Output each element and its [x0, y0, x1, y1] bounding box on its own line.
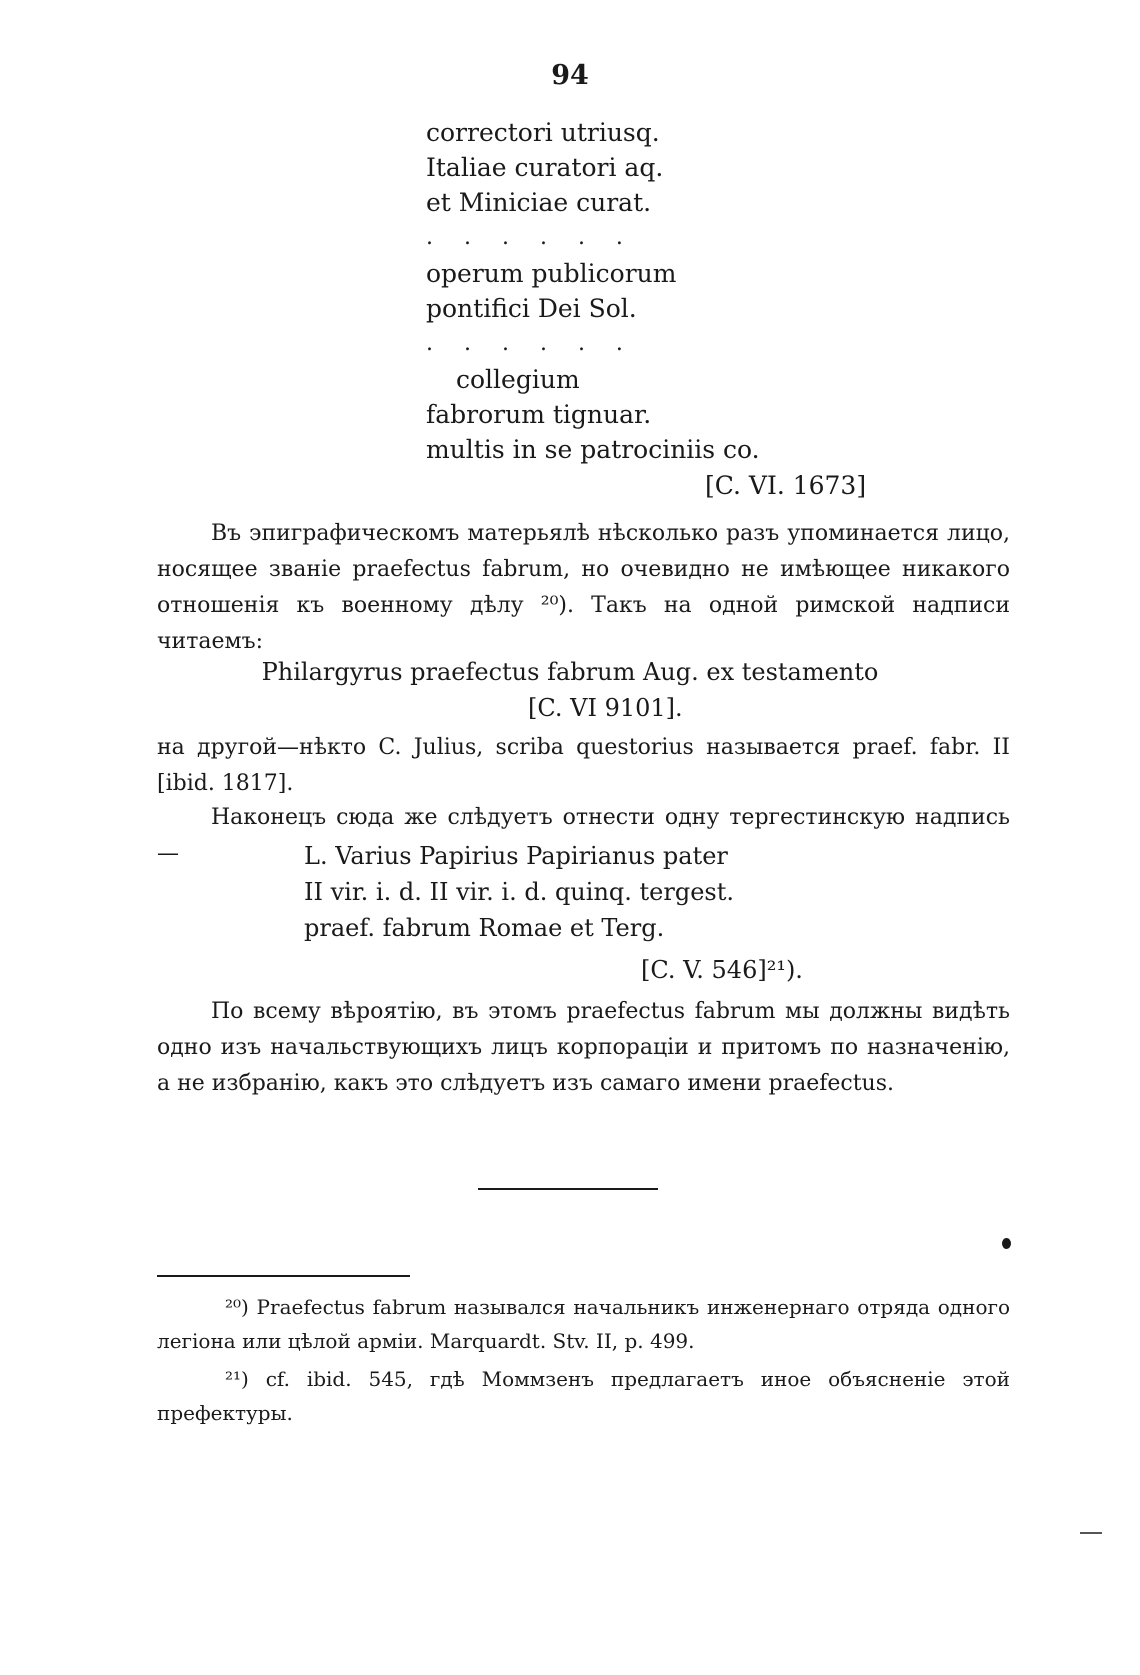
footnote-mark: ²¹) — [225, 1367, 249, 1391]
section-divider — [478, 1188, 658, 1190]
inscription-line: et Miniciae curat. — [426, 188, 652, 217]
paragraph-2: на другой—нѣкто C. Julius, scriba questorius называется praef. fabr. II [ibid. 1817]. — [157, 735, 1010, 796]
inscription-line: correctori utriusq. — [426, 118, 660, 147]
inscription-citation: [C. V. 546]²¹). — [641, 956, 803, 984]
quote-1-citation: [C. VI 9101]. — [528, 694, 683, 722]
inscription-line: praef. fabrum Romae et Terg. — [304, 914, 665, 942]
scan-speck — [1080, 1532, 1102, 1534]
footnote-rule — [157, 1275, 410, 1277]
footnote-21 — [157, 1362, 1010, 1430]
inscription-line: collegium — [456, 365, 580, 394]
inscription-line: pontifici Dei Sol. — [426, 294, 637, 323]
paragraph-4: По всему вѣроятію, въ этомъ praefectus fabrum мы должны видѣть одно изъ начальствующихъ лицъ корпораціи и притомъ по назначенію, а не избранію, какъ это слѣдуетъ изъ самаго имени praefectus. — [157, 999, 1010, 1096]
paragraph-3: Наконецъ сюда же слѣдуетъ отнести одну тергестинскую надпись— — [157, 805, 1010, 866]
inscription-line: II vir. i. d. II vir. i. d. quinq. tergest. — [304, 878, 734, 906]
inscription-line: operum publicorum — [426, 259, 677, 288]
inscription-line: L. Varius Papirius Papirianus pater — [304, 842, 728, 870]
inscription-line: fabrorum tignuar. — [426, 400, 652, 429]
paragraph-1: Въ эпиграфическомъ матерьялѣ нѣсколько разъ упоминается лицо, носящее званіе praefectus fabrum, но очевидно не имѣющее никакого отношенія къ военному дѣлу ²⁰). Такъ на одной римской надписи читаемъ: — [157, 521, 1010, 654]
inscription-citation: [C. VI. 1673] — [705, 471, 867, 500]
footnote-mark: ²⁰) — [225, 1295, 249, 1319]
footnote-text: cf. ibid. 545, гдѣ Моммзенъ предлагаетъ иное объясненіе этой префектуры. — [157, 1367, 1010, 1425]
quote-1-text: Philargyrus praefectus fabrum Aug. ex testamento — [261, 658, 879, 686]
ellipsis-line: . . . . . . — [426, 331, 635, 356]
page-number: 94 — [551, 60, 589, 91]
inscription-line: Italiae curatori aq. — [426, 153, 664, 182]
inscription-line: multis in se patrociniis co. — [426, 435, 760, 464]
footnote-text: Praefectus fabrum назывался начальникъ инженернаго отряда одного легіона или цѣлой арміи. Marquardt. Stv. II, p. 499. — [157, 1295, 1010, 1353]
footnote-20 — [157, 1290, 1010, 1358]
bullet-mark — [1002, 1238, 1011, 1249]
ellipsis-line: . . . . . . — [426, 225, 635, 250]
